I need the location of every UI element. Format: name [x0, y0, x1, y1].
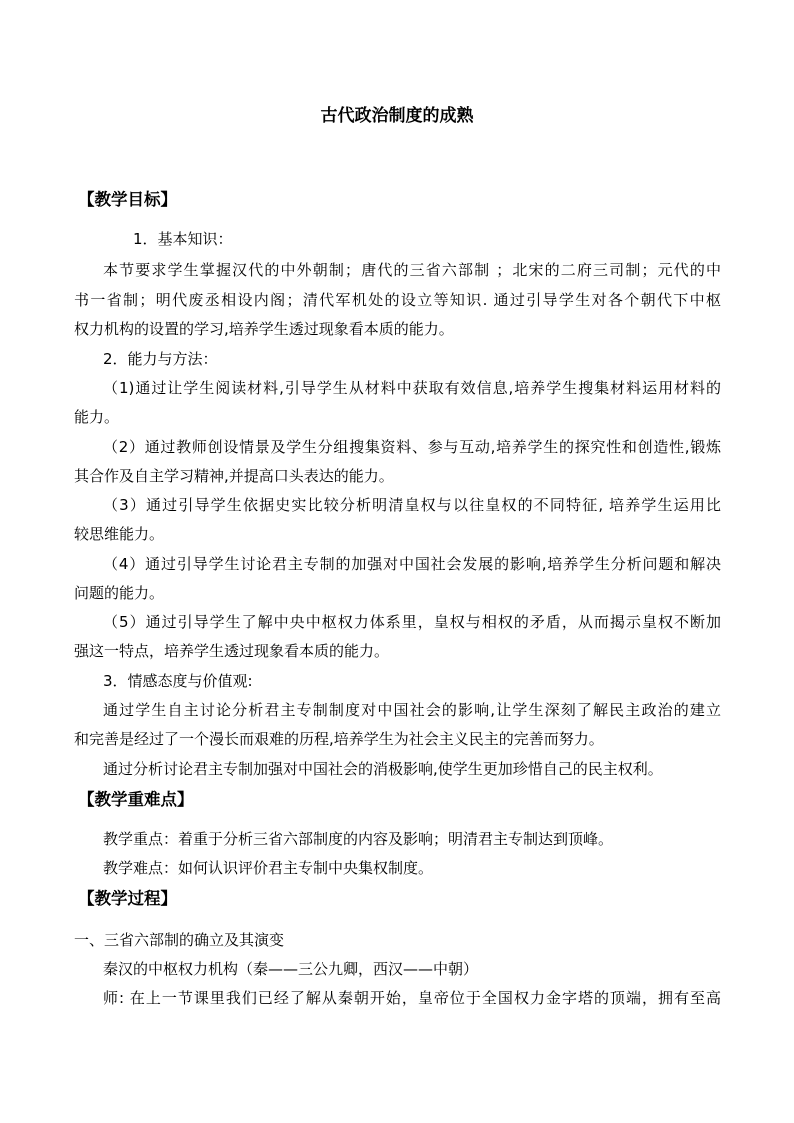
paragraph-line: 秦汉的中枢权力机构（秦——三公九卿，西汉——中朝）: [103, 960, 479, 978]
paragraph-line: 教学重点：着重于分析三省六部制度的内容及影响；明清君主专制达到顶峰。: [103, 830, 614, 848]
paragraph-line: 和完善是经过了一个漫长而艰难的历程,培养学生为社会主义民主的完善而努力。: [74, 730, 604, 748]
paragraph-line: 较思维能力。: [74, 525, 165, 543]
paragraph-line: 其合作及自主学习精神,并提高口头表达的能力。: [74, 467, 394, 485]
paragraph-line: 2．能力与方法：: [103, 350, 218, 368]
paragraph-line: 3．情感态度与价值观:: [103, 672, 253, 690]
paragraph-line: 书一省制；明代废丞相设内阁；清代军机处的设立等知识. 通过引导学生对各个朝代下中枢: [74, 291, 721, 309]
paragraph-line: （5）通过引导学生了解中央中枢权力体系里，皇权与相权的矛盾，从而揭示皇权不断加: [103, 613, 721, 631]
section-heading-teaching-process: 【教学过程】: [78, 889, 177, 908]
paragraph-line: 教学难点：如何认识评价君主专制中央集权制度。: [103, 859, 434, 877]
paragraph-line: 强这一特点，培养学生透过现象看本质的能力。: [74, 642, 390, 660]
paragraph-line: （1)通过让学生阅读材料,引导学生从材料中获取有效信息,培养学生搜集材料运用材料的: [103, 379, 721, 397]
paragraph-line: 通过分析讨论君主专制加强对中国社会的消极影响,使学生更加珍惜自己的民主权利。: [103, 760, 663, 778]
paragraph-line: 一、三省六部制的确立及其演变: [74, 931, 285, 949]
section-heading-teaching-goals: 【教学目标】: [78, 190, 177, 209]
paragraph-line: 通过学生自主讨论分析君主专制制度对中国社会的影响,让学生深刻了解民主政治的建立: [103, 701, 721, 719]
paragraph-line: 权力机构的设置的学习,培养学生透过现象看本质的能力。: [74, 320, 454, 338]
paragraph-line: 本节要求学生掌握汉代的中外朝制；唐代的三省六部制 ；北宋的二府三司制；元代的中: [103, 261, 721, 279]
paragraph-line: （4）通过引导学生讨论君主专制的加强对中国社会发展的影响,培养学生分析问题和解决: [103, 555, 721, 573]
document-title: 古代政治制度的成熟: [320, 106, 474, 126]
paragraph-line: （2）通过教师创设情景及学生分组搜集资料、参与互动,培养学生的探究性和创造性,锻炼: [103, 438, 721, 456]
paragraph-line: （3）通过引导学生依据史实比较分析明清皇权与以往皇权的不同特征, 培养学生运用比: [103, 496, 721, 514]
paragraph-line: 能力。: [74, 408, 120, 426]
paragraph-line: 问题的能力。: [74, 584, 165, 602]
paragraph-line: 1．基本知识：: [133, 230, 233, 248]
section-heading-key-points: 【教学重难点】: [78, 790, 194, 809]
paragraph-line: 师: 在上一节课里我们已经了解从秦朝开始，皇帝位于全国权力金字塔的顶端，拥有至高: [103, 989, 721, 1007]
